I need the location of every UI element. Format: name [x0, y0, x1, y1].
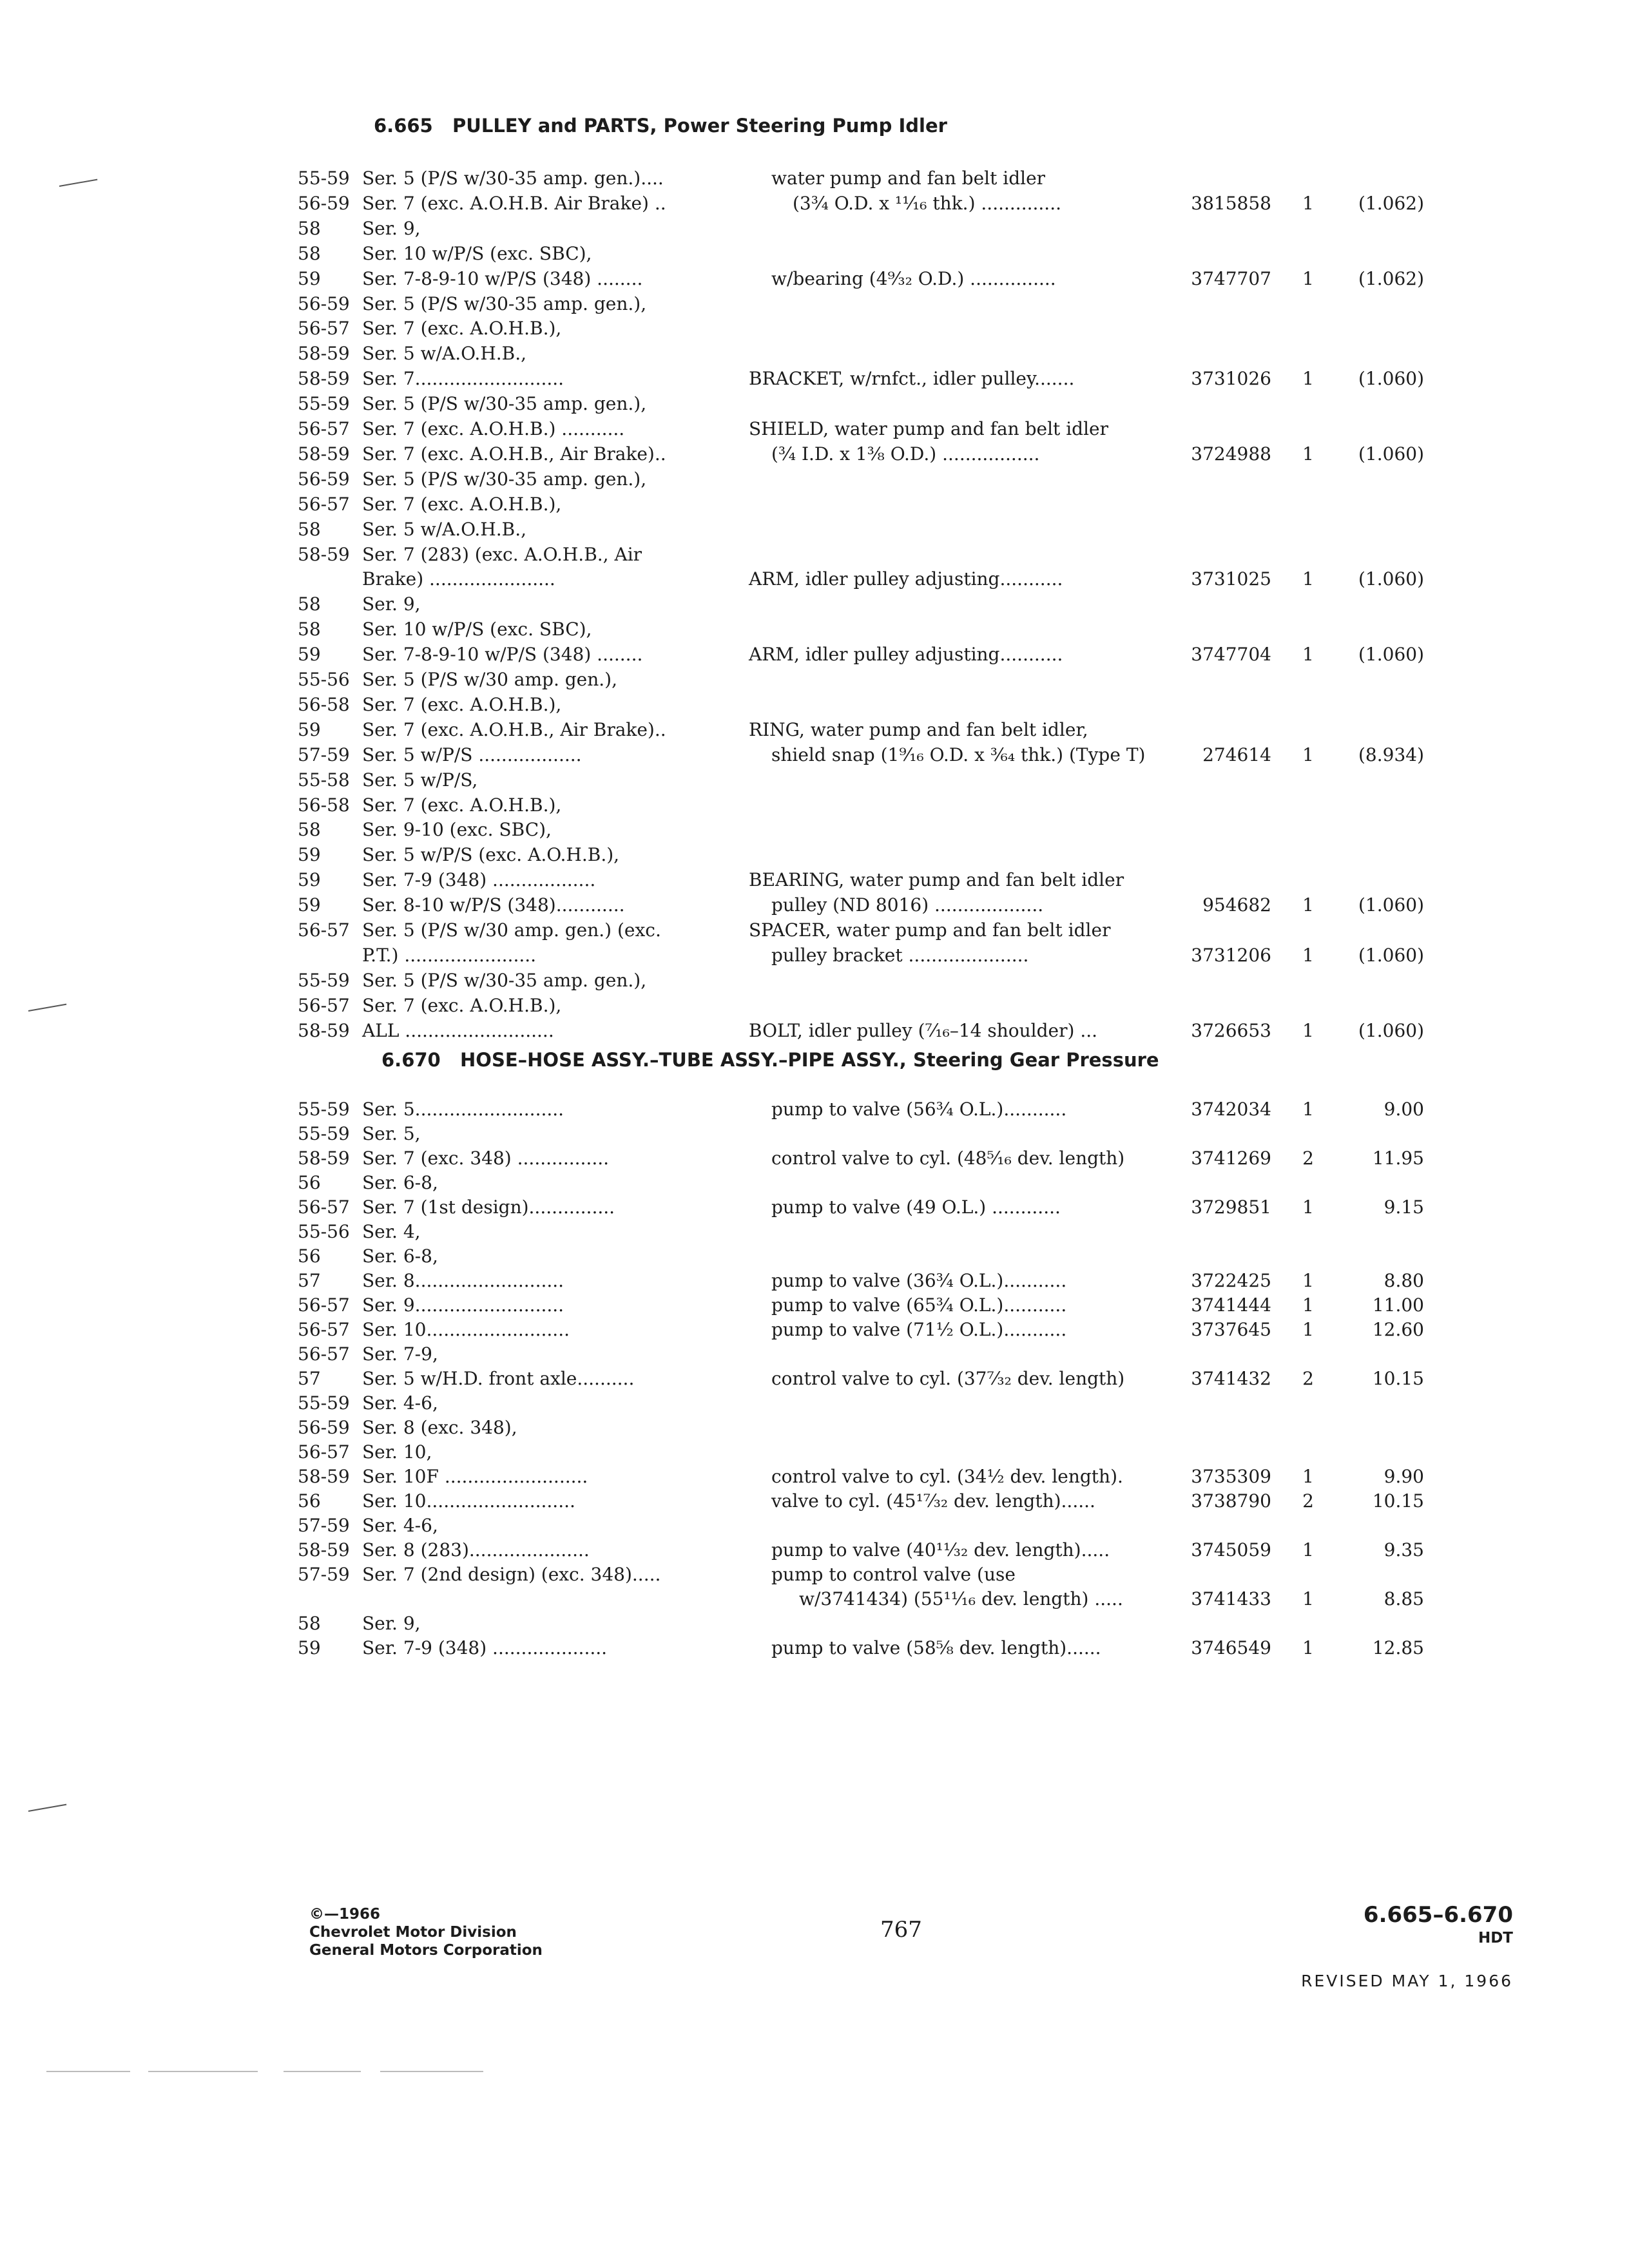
price: (1.062)	[1358, 267, 1424, 289]
series-applicability: Ser. 5 (P/S w/30-35 amp. gen.),	[362, 468, 647, 490]
series-applicability: Ser. 4,	[362, 1221, 421, 1242]
table-row	[0, 316, 1629, 341]
quantity: 1	[1302, 944, 1314, 966]
model-year: 56-57	[298, 493, 350, 515]
table-row	[0, 768, 1629, 793]
part-description: shield snap (1⁹⁄₁₆ O.D. x ³⁄₆₄ thk.) (Type T)	[771, 744, 1146, 765]
price: (8.934)	[1358, 744, 1424, 765]
price: 10.15	[1372, 1368, 1424, 1389]
quantity: 1	[1302, 443, 1314, 465]
price: 9.00	[1383, 1099, 1424, 1120]
part-number: 3722425	[1191, 1270, 1271, 1291]
table-row	[0, 442, 1629, 466]
series-applicability: Ser. 5 (P/S w/30-35 amp. gen.),	[362, 969, 647, 991]
part-number: 3735309	[1191, 1466, 1271, 1487]
table-row	[0, 1220, 1629, 1244]
series-applicability: Ser. 9,	[362, 217, 421, 239]
table-row	[0, 1611, 1629, 1636]
part-number: 954682	[1202, 894, 1271, 916]
table-row	[0, 392, 1629, 416]
series-applicability: Ser. 6-8,	[362, 1245, 438, 1267]
footer-section	[1364, 1901, 1513, 1947]
quantity: 1	[1302, 894, 1314, 916]
model-year: 58-59	[298, 1019, 350, 1041]
part-description: ARM, idler pulley adjusting...........	[749, 568, 1063, 590]
part-number: 3747704	[1191, 644, 1271, 666]
quantity: 1	[1302, 744, 1314, 765]
table-row	[0, 1342, 1629, 1367]
part-description: (¾ I.D. x 1⅜ O.D.) .................	[771, 443, 1040, 465]
series-applicability: Ser. 5 (P/S w/30 amp. gen.),	[362, 669, 618, 690]
section-subtitle: Steering Gear Pressure	[912, 1049, 1159, 1071]
table-row	[0, 668, 1629, 692]
part-number: 3815858	[1191, 192, 1271, 214]
price: 8.85	[1383, 1588, 1424, 1610]
table-row	[0, 242, 1629, 266]
part-description: pump to control valve (use	[771, 1564, 1016, 1585]
series-applicability: Ser. 7-8-9-10 w/P/S (348) ........	[362, 644, 643, 666]
part-description: pump to valve (56¾ O.L.)...........	[771, 1099, 1067, 1120]
part-description: BOLT, idler pulley (⁷⁄₁₆–14 shoulder) ...	[749, 1019, 1098, 1041]
table-row	[0, 567, 1629, 591]
price: 10.15	[1372, 1490, 1424, 1512]
model-year: 58	[298, 1613, 321, 1634]
part-description: SPACER, water pump and fan belt idler	[749, 919, 1111, 941]
part-number: 3731026	[1191, 368, 1271, 390]
model-year: 56	[298, 1245, 321, 1267]
price: 12.60	[1372, 1319, 1424, 1340]
part-description: water pump and fan belt idler	[771, 168, 1046, 189]
table-row	[0, 868, 1629, 892]
section-title: PULLEY and PARTS,	[452, 115, 657, 137]
price: (1.060)	[1358, 644, 1424, 666]
quantity: 1	[1302, 568, 1314, 590]
series-applicability: Ser. 7-9 (348) ....................	[362, 1637, 608, 1658]
series-applicability: Ser. 5 w/H.D. front axle..........	[362, 1368, 635, 1389]
table-row	[0, 1538, 1629, 1562]
corporation: General Motors Corporation	[309, 1942, 543, 1959]
price: (1.060)	[1358, 443, 1424, 465]
part-description: control valve to cyl. (48⁵⁄₁₆ dev. length)	[771, 1148, 1125, 1169]
series-applicability: Ser. 10F .........................	[362, 1466, 588, 1487]
model-year: 59	[298, 894, 321, 916]
table-row	[0, 1465, 1629, 1489]
table-row	[0, 1293, 1629, 1318]
table-row	[0, 216, 1629, 241]
series-applicability: Ser. 7 (1st design)...............	[362, 1196, 615, 1218]
model-year: 57	[298, 1270, 321, 1291]
part-number: 3724988	[1191, 443, 1271, 465]
table-row	[0, 1562, 1629, 1587]
quantity: 1	[1302, 1466, 1314, 1487]
table-row	[0, 617, 1629, 642]
table-row	[0, 517, 1629, 542]
model-year: 55-59	[298, 969, 350, 991]
model-year: 56-57	[298, 1319, 350, 1340]
series-applicability: Ser. 7 (exc. A.O.H.B. Air Brake) ..	[362, 192, 666, 214]
series-applicability: Ser. 5,	[362, 1123, 421, 1144]
price: 11.00	[1372, 1294, 1424, 1316]
quantity: 1	[1302, 1019, 1314, 1041]
part-description: control valve to cyl. (37⁷⁄₃₂ dev. length)	[771, 1368, 1125, 1389]
scan-line	[46, 2071, 130, 2072]
model-year: 56	[298, 1172, 321, 1193]
model-year: 57-59	[298, 1515, 350, 1536]
quantity: 2	[1302, 1490, 1314, 1512]
model-year: 57-59	[298, 744, 350, 765]
table-row	[0, 341, 1629, 366]
revised-date: REVISED MAY 1, 1966	[1301, 1972, 1513, 1990]
table-row	[0, 743, 1629, 767]
table-row	[0, 1269, 1629, 1293]
part-description: pump to valve (71½ O.L.)...........	[771, 1319, 1067, 1340]
section-subtitle: Power Steering Pump Idler	[663, 115, 947, 137]
table-row	[0, 893, 1629, 918]
series-applicability: Ser. 9,	[362, 1613, 421, 1634]
part-number: 3731206	[1191, 944, 1271, 966]
table-row	[0, 1122, 1629, 1146]
part-number: 3731025	[1191, 568, 1271, 590]
table-row	[0, 467, 1629, 492]
copyright: ©—1966	[309, 1906, 381, 1923]
part-description: pump to valve (65¾ O.L.)...........	[771, 1294, 1067, 1316]
table-row	[0, 1636, 1629, 1660]
model-year: 56-59	[298, 1417, 350, 1438]
table-row	[0, 793, 1629, 818]
part-number: 3747707	[1191, 267, 1271, 289]
model-year: 58	[298, 619, 321, 640]
table-row	[0, 843, 1629, 867]
model-year: 58	[298, 242, 321, 264]
table-row	[0, 1587, 1629, 1611]
table-row	[0, 1489, 1629, 1514]
series-applicability: Ser. 7 (exc. A.O.H.B.),	[362, 693, 562, 715]
table-row	[0, 592, 1629, 617]
series-applicability: Ser. 9-10 (exc. SBC),	[362, 819, 552, 841]
table-row	[0, 1195, 1629, 1220]
model-year: 55-59	[298, 1392, 350, 1414]
series-applicability: Ser. 4-6,	[362, 1392, 438, 1414]
series-applicability: Ser. 7 (exc. 348) ................	[362, 1148, 610, 1169]
table-row	[0, 918, 1629, 943]
table-row	[0, 543, 1629, 567]
quantity: 1	[1302, 644, 1314, 666]
series-applicability: Brake) ......................	[362, 568, 555, 590]
table-row	[0, 1367, 1629, 1391]
model-year: 58-59	[298, 368, 350, 390]
part-number: 3745059	[1191, 1539, 1271, 1561]
model-year: 56-58	[298, 693, 350, 715]
model-year: 56-57	[298, 318, 350, 340]
quantity: 1	[1302, 1294, 1314, 1316]
catalog-code: HDT	[1478, 1930, 1513, 1946]
series-applicability: Ser. 7..........................	[362, 368, 564, 390]
price: (1.060)	[1358, 894, 1424, 916]
model-year: 55-59	[298, 1099, 350, 1120]
section-number: 6.670	[381, 1049, 441, 1071]
price: (1.060)	[1358, 1019, 1424, 1041]
series-applicability: Ser. 5 w/P/S ..................	[362, 744, 582, 765]
part-description: control valve to cyl. (34½ dev. length).	[771, 1466, 1123, 1487]
quantity: 2	[1302, 1368, 1314, 1389]
part-number: 274614	[1202, 744, 1271, 765]
part-description: BEARING, water pump and fan belt idler	[749, 869, 1124, 891]
table-row	[0, 994, 1629, 1018]
series-applicability: Ser. 5 w/A.O.H.B.,	[362, 343, 527, 365]
section-range: 6.665–6.670	[1363, 1902, 1513, 1928]
model-year: 56-59	[298, 293, 350, 314]
quantity: 1	[1302, 1588, 1314, 1610]
part-description: w/bearing (4⁹⁄₃₂ O.D.) ...............	[771, 267, 1056, 289]
part-description: pump to valve (36¾ O.L.)...........	[771, 1270, 1067, 1291]
division: Chevrolet Motor Division	[309, 1924, 517, 1941]
series-applicability: Ser. 8 (exc. 348),	[362, 1417, 517, 1438]
model-year: 58-59	[298, 1466, 350, 1487]
part-number: 3741432	[1191, 1368, 1271, 1389]
series-applicability: Ser. 7 (exc. A.O.H.B.),	[362, 318, 562, 340]
model-year: 58	[298, 518, 321, 540]
table-row	[0, 1146, 1629, 1171]
scan-line	[284, 2071, 361, 2072]
part-description: valve to cyl. (45¹⁷⁄₃₂ dev. length)......	[771, 1490, 1095, 1512]
table-row	[0, 267, 1629, 291]
model-year: 58-59	[298, 1148, 350, 1169]
series-applicability: Ser. 10..........................	[362, 1490, 575, 1512]
series-applicability: Ser. 10,	[362, 1441, 432, 1463]
part-description: BRACKET, w/rnfct., idler pulley.......	[749, 368, 1075, 390]
table-row	[0, 718, 1629, 742]
model-year: 55-56	[298, 1221, 350, 1242]
section-number: 6.665	[374, 115, 433, 137]
part-description: w/3741434) (55¹¹⁄₁₆ dev. length) .....	[799, 1588, 1123, 1610]
table-row	[0, 1514, 1629, 1538]
table-row	[0, 1416, 1629, 1440]
price: 8.80	[1383, 1270, 1424, 1291]
part-number: 3741269	[1191, 1148, 1271, 1169]
table-row	[0, 1097, 1629, 1122]
model-year: 58-59	[298, 443, 350, 465]
table-row	[0, 1440, 1629, 1465]
model-year: 59	[298, 718, 321, 740]
part-description: pulley (ND 8016) ...................	[771, 894, 1044, 916]
page-number: 767	[880, 1917, 922, 1943]
model-year: 59	[298, 844, 321, 866]
series-applicability: Ser. 7 (exc. A.O.H.B.),	[362, 493, 562, 515]
model-year: 55-59	[298, 393, 350, 415]
series-applicability: Ser. 7 (exc. A.O.H.B.) ...........	[362, 418, 625, 439]
series-applicability: Ser. 5..........................	[362, 1099, 564, 1120]
quantity: 1	[1302, 267, 1314, 289]
part-number: 3737645	[1191, 1319, 1271, 1340]
model-year: 59	[298, 1637, 321, 1658]
model-year: 56-57	[298, 1196, 350, 1218]
series-applicability: Ser. 6-8,	[362, 1172, 438, 1193]
series-applicability: Ser. 5 (P/S w/30 amp. gen.) (exc.	[362, 919, 661, 941]
price: 9.35	[1383, 1539, 1424, 1561]
series-applicability: Ser. 8 (283).....................	[362, 1539, 590, 1561]
price: 9.15	[1383, 1196, 1424, 1218]
series-applicability: Ser. 10.........................	[362, 1319, 570, 1340]
series-applicability: Ser. 9,	[362, 593, 421, 615]
series-applicability: Ser. 8..........................	[362, 1270, 564, 1291]
part-description: pump to valve (40¹¹⁄₃₂ dev. length).....	[771, 1539, 1110, 1561]
series-applicability: Ser. 7-9 (348) ..................	[362, 869, 596, 891]
model-year: 56-57	[298, 994, 350, 1016]
model-year: 56-57	[298, 418, 350, 439]
model-year: 56-57	[298, 1441, 350, 1463]
series-applicability: Ser. 5 w/A.O.H.B.,	[362, 518, 527, 540]
model-year: 56-59	[298, 468, 350, 490]
quantity: 2	[1302, 1148, 1314, 1169]
series-applicability: Ser. 10 w/P/S (exc. SBC),	[362, 619, 592, 640]
table-row	[0, 818, 1629, 842]
part-description: pump to valve (58⅝ dev. length)......	[771, 1637, 1101, 1658]
model-year: 58-59	[298, 1539, 350, 1561]
table-row	[0, 166, 1629, 191]
part-description: ARM, idler pulley adjusting...........	[749, 644, 1063, 666]
series-applicability: Ser. 5 (P/S w/30-35 amp. gen.),	[362, 293, 647, 314]
table-row	[0, 968, 1629, 993]
scan-line	[380, 2071, 483, 2072]
part-description: pulley bracket .....................	[771, 944, 1029, 966]
table-row	[0, 1171, 1629, 1195]
price: (1.062)	[1358, 192, 1424, 214]
quantity: 1	[1302, 368, 1314, 390]
series-applicability: Ser. 7 (exc. A.O.H.B.),	[362, 794, 562, 816]
part-description: pump to valve (49 O.L.) ............	[771, 1196, 1061, 1218]
series-applicability: ALL ..........................	[362, 1019, 554, 1041]
quantity: 1	[1302, 1319, 1314, 1340]
model-year: 55-59	[298, 1123, 350, 1144]
price: 9.90	[1383, 1466, 1424, 1487]
series-applicability: Ser. 4-6,	[362, 1515, 438, 1536]
model-year: 56-57	[298, 1343, 350, 1365]
model-year: 56-58	[298, 794, 350, 816]
table-row	[0, 417, 1629, 441]
model-year: 58	[298, 593, 321, 615]
quantity: 1	[1302, 1270, 1314, 1291]
part-number: 3741433	[1191, 1588, 1271, 1610]
model-year: 58-59	[298, 343, 350, 365]
series-applicability: Ser. 9..........................	[362, 1294, 564, 1316]
model-year: 56-59	[298, 192, 350, 214]
series-applicability: Ser. 7-9,	[362, 1343, 438, 1365]
series-applicability: Ser. 8-10 w/P/S (348)............	[362, 894, 625, 916]
table-row	[0, 943, 1629, 968]
part-description: (3¾ O.D. x ¹¹⁄₁₆ thk.) ..............	[793, 192, 1061, 214]
model-year: 56	[298, 1490, 321, 1512]
model-year: 57-59	[298, 1564, 350, 1585]
model-year: 58	[298, 217, 321, 239]
part-number: 3741444	[1191, 1294, 1271, 1316]
model-year: 57	[298, 1368, 321, 1389]
series-applicability: Ser. 7 (2nd design) (exc. 348).....	[362, 1564, 661, 1585]
series-applicability: Ser. 7 (exc. A.O.H.B., Air Brake)..	[362, 718, 666, 740]
table-row	[0, 292, 1629, 316]
quantity: 1	[1302, 1539, 1314, 1561]
model-year: 58	[298, 819, 321, 841]
model-year: 56-57	[298, 1294, 350, 1316]
scan-line	[148, 2071, 258, 2072]
model-year: 56-57	[298, 919, 350, 941]
price: 11.95	[1372, 1148, 1424, 1169]
table-row	[0, 642, 1629, 667]
series-applicability: Ser. 5 (P/S w/30-35 amp. gen.),	[362, 393, 647, 415]
footer-publisher	[309, 1905, 543, 1959]
table-row	[0, 1318, 1629, 1342]
model-year: 58-59	[298, 543, 350, 565]
quantity: 1	[1302, 1099, 1314, 1120]
series-applicability: Ser. 7 (283) (exc. A.O.H.B., Air	[362, 543, 642, 565]
series-applicability: P.T.) .......................	[362, 944, 537, 966]
part-number: 3738790	[1191, 1490, 1271, 1512]
model-year: 59	[298, 267, 321, 289]
series-applicability: Ser. 7 (exc. A.O.H.B., Air Brake)..	[362, 443, 666, 465]
table-row	[0, 693, 1629, 717]
series-applicability: Ser. 5 w/P/S,	[362, 769, 478, 791]
table-row	[0, 1391, 1629, 1416]
part-description: RING, water pump and fan belt idler,	[749, 718, 1088, 740]
quantity: 1	[1302, 1637, 1314, 1658]
model-year: 59	[298, 644, 321, 666]
price: 12.85	[1372, 1637, 1424, 1658]
model-year: 59	[298, 869, 321, 891]
table-row	[0, 1244, 1629, 1269]
series-applicability: Ser. 7 (exc. A.O.H.B.),	[362, 994, 562, 1016]
series-applicability: Ser. 5 (P/S w/30-35 amp. gen.)....	[362, 168, 664, 189]
price: (1.060)	[1358, 944, 1424, 966]
price: (1.060)	[1358, 368, 1424, 390]
quantity: 1	[1302, 192, 1314, 214]
model-year: 55-59	[298, 168, 350, 189]
table-row	[0, 191, 1629, 216]
table-row	[0, 492, 1629, 517]
table-row	[0, 1019, 1629, 1043]
table-row	[0, 367, 1629, 391]
series-applicability: Ser. 7-8-9-10 w/P/S (348) ........	[362, 267, 643, 289]
price: (1.060)	[1358, 568, 1424, 590]
part-number: 3746549	[1191, 1637, 1271, 1658]
series-applicability: Ser. 5 w/P/S (exc. A.O.H.B.),	[362, 844, 620, 866]
part-description: SHIELD, water pump and fan belt idler	[749, 418, 1108, 439]
part-number: 3726653	[1191, 1019, 1271, 1041]
series-applicability: Ser. 10 w/P/S (exc. SBC),	[362, 242, 592, 264]
model-year: 55-56	[298, 669, 350, 690]
part-number: 3729851	[1191, 1196, 1271, 1218]
model-year: 55-58	[298, 769, 350, 791]
quantity: 1	[1302, 1196, 1314, 1218]
part-number: 3742034	[1191, 1099, 1271, 1120]
section-title: HOSE–HOSE ASSY.–TUBE ASSY.–PIPE ASSY.,	[460, 1049, 907, 1071]
